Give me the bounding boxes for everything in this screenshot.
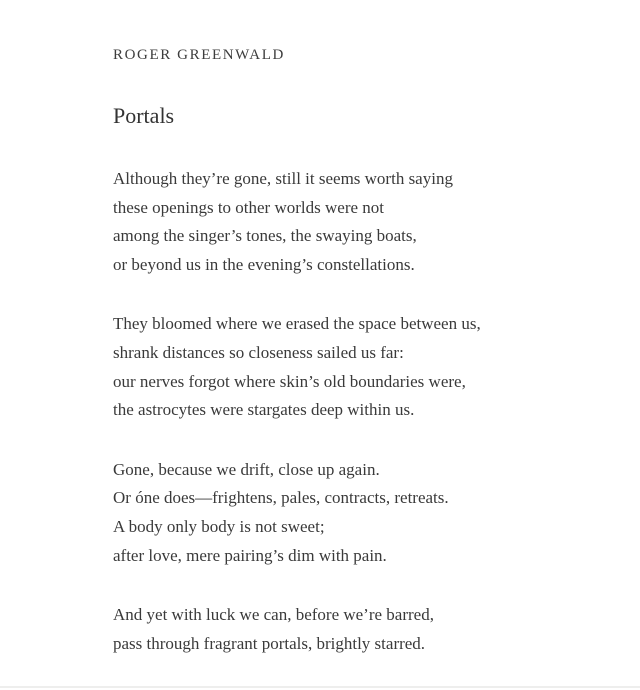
poem-title: Portals — [113, 103, 175, 128]
author-name: ROGER GREENWALD — [113, 47, 285, 63]
poem-line: among the singer’s tones, the swaying boats, — [113, 226, 417, 246]
poem-line: Gone, because we drift, close up again. — [113, 459, 380, 479]
poem-line: our nerves forgot where skin’s old boundaries were, — [113, 371, 466, 391]
bottom-divider — [0, 686, 640, 688]
poem-line: after love, mere pairing’s dim with pain. — [113, 545, 387, 565]
poem-line: A body only body is not sweet; — [113, 516, 325, 536]
stanza-1 — [113, 165, 585, 279]
poem-line: these openings to other worlds were not — [113, 197, 384, 217]
poem-line: Or óne does—frightens, pales, contracts, retreats. — [113, 488, 449, 508]
stanza-2 — [113, 310, 585, 424]
poem-line: They bloomed where we erased the space between us, — [113, 314, 481, 334]
poem-line: Although they’re gone, still it seems worth saying — [113, 169, 453, 188]
poem-line: or beyond us in the evening’s constellations. — [113, 254, 415, 274]
stanza-4 — [113, 601, 585, 658]
poem-line: pass through fragrant portals, brightly starred. — [113, 633, 426, 653]
poem-line: shrank distances so closeness sailed us far: — [113, 342, 404, 362]
poem-line: And yet with luck we can, before we’re barred, — [113, 605, 434, 625]
poem-line: the astrocytes were stargates deep within us. — [113, 400, 415, 420]
stanza-3 — [113, 456, 585, 570]
